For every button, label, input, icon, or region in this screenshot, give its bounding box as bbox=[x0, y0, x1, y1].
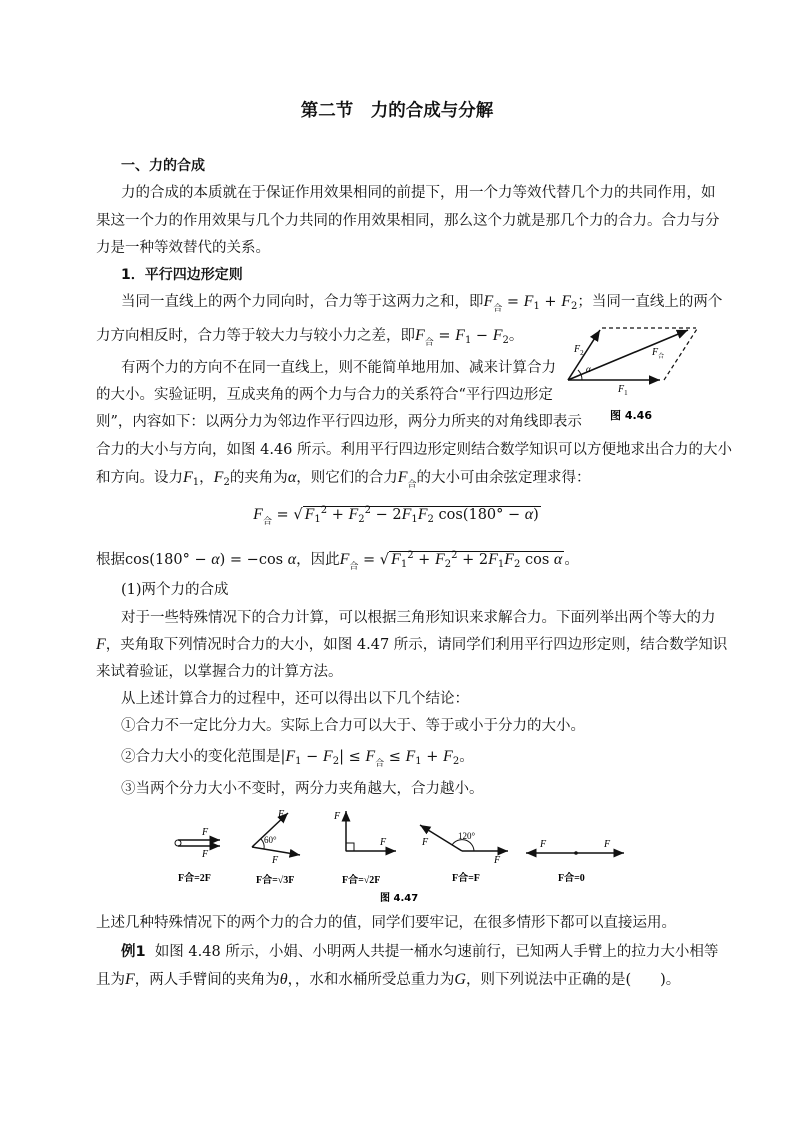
figure-4-46 bbox=[560, 318, 710, 428]
text-span: ，因此 bbox=[296, 551, 340, 568]
text-span: ；当同一直线上的两个 bbox=[577, 294, 723, 310]
f-label: F bbox=[540, 839, 547, 850]
example-line bbox=[121, 942, 718, 962]
paragraph-line: 则”，内容如下：以两分力为邻边作平行四边形，两分力所夹的对角线即表示 bbox=[96, 414, 582, 430]
paragraph-line: 的大小。实验证明，互成夹角的两个力与合力的关系符合“平行四边形定 bbox=[96, 387, 553, 403]
text-span: 根据 bbox=[96, 551, 125, 568]
paragraph-line bbox=[121, 292, 722, 319]
formula-sum: $F_合 = F_1 + F_2$ bbox=[483, 293, 578, 314]
conclusion-2: ②合力大小的变化范围是$|F_1 - F_2| \le F_合 \le F_1 + F_2$。 bbox=[121, 748, 474, 769]
text-span: ②合力大小的变化范围是 bbox=[121, 749, 281, 765]
paragraph-line: 对于一些特殊情况下的合力计算，可以根据三角形知识来求解合力。下面列举出两个等大的力 bbox=[121, 610, 716, 626]
f-label: F bbox=[494, 855, 501, 866]
fhe-label bbox=[651, 347, 664, 360]
f-label: F bbox=[380, 837, 387, 848]
f2-letter: F bbox=[574, 344, 581, 355]
text-span: ，夹角取下列情况时合力的大小，如图 4.47 所示，请同学们利用平行四边形定则，结合数学知识 bbox=[105, 637, 728, 653]
case-180deg bbox=[526, 839, 624, 884]
f-label: F bbox=[202, 849, 209, 860]
paragraph-line: 有两个力的方向不在同一直线上，则不能简单地用加、减来计算合力 bbox=[121, 360, 556, 376]
fhe-letter: F bbox=[652, 347, 659, 358]
fhe-subscript: 合 bbox=[658, 354, 665, 360]
text-span: 的夹角为 bbox=[229, 470, 288, 486]
f2-label bbox=[573, 344, 584, 357]
example-label: 例1 bbox=[121, 944, 146, 960]
result-label: F合=F bbox=[452, 873, 480, 884]
case-0deg bbox=[175, 827, 220, 884]
paragraph-line: 来试着验证，以掌握合力的计算方法。 bbox=[96, 664, 343, 680]
figure-caption: 图 4.46 bbox=[610, 409, 652, 422]
text-span: 当同一直线上的两个力同向时，合力等于这两力之和，即 bbox=[121, 294, 484, 310]
f1-letter: F bbox=[618, 384, 625, 395]
f2-subscript: 2 bbox=[580, 349, 584, 357]
subsection-heading: (1)两个力的合成 bbox=[121, 582, 229, 598]
text-span: 。 bbox=[564, 551, 579, 568]
figure-4-47 bbox=[160, 805, 640, 905]
text-span: ，则它们的合力 bbox=[296, 470, 398, 486]
angle-label: 60° bbox=[264, 835, 277, 845]
conclusion-1: ①合力不一定比分力大。实际上合力可以大于、等于或小于分力的大小。 bbox=[121, 718, 585, 734]
paragraph-line bbox=[96, 326, 523, 353]
paragraph-line: 果这一个力的作用效果与几个力共同的作用效果相同，那么这个力就是那几个力的合力。合力与分 bbox=[96, 213, 720, 229]
f-label: F bbox=[272, 855, 279, 866]
case-120deg bbox=[420, 825, 508, 884]
result-label: F合=√3F bbox=[256, 875, 295, 886]
formula-diff: $F_合 = F_1 - F_2$ bbox=[415, 327, 509, 348]
f-label: F bbox=[422, 837, 429, 848]
paragraph-line: 力的合成的本质就在于保证作用效果相同的前提下，用一个力等效代替几个力的共同作用，如 bbox=[121, 185, 716, 201]
f-label: F bbox=[202, 827, 209, 838]
paragraph-line: 和方向。设力$F_1$，$F_2$的夹角为α，则它们的合力$F_合$的大小可由余弦定理求得： bbox=[96, 469, 591, 490]
dashed-edge bbox=[664, 329, 697, 380]
paragraph-line: 合力的大小与方向，如图 4.46 所示。利用平行四边形定则结合数学知识可以方便地求出合力的大小 bbox=[96, 442, 732, 458]
result-label: F合=0 bbox=[558, 873, 585, 884]
f1-subscript: 1 bbox=[624, 389, 628, 397]
paragraph-line: 上述几种特殊情况下的两个力的合力的值，同学们要牢记，在很多情形下都可以直接运用。 bbox=[96, 915, 676, 931]
case-60deg bbox=[252, 809, 300, 886]
text-span: 和方向。设力 bbox=[96, 470, 183, 486]
conclusion-3: ③当两个分力大小不变时，两分力夹角越大，合力越小。 bbox=[121, 781, 484, 797]
subsection-heading: 1．平行四边形定则 bbox=[121, 267, 243, 283]
text-span: 。 bbox=[508, 328, 524, 344]
section-heading: 一、力的合成 bbox=[121, 158, 205, 174]
text-span: 如图 4.48 所示，小娟、小明两人共提一桶水匀速前行，已知两人手臂上的拉力大小相等 bbox=[154, 944, 719, 960]
paragraph-line: F，夹角取下列情况时合力的大小，如图 4.47 所示，请同学们利用平行四边形定则，结合数学知识 bbox=[96, 636, 728, 653]
result-label: F合=2F bbox=[178, 873, 211, 884]
f-label: F bbox=[334, 811, 341, 822]
case-90deg bbox=[333, 811, 396, 886]
text-span: ，水和水桶所受总重力为 bbox=[294, 972, 455, 988]
paragraph-line: 力是一种等效替代的关系。 bbox=[96, 240, 270, 256]
f-label: F bbox=[604, 839, 611, 850]
alpha-label: α bbox=[586, 364, 591, 374]
text-span: ，则下列说法中正确的是( )。 bbox=[465, 972, 681, 988]
example-line: 且为F，两人手臂间的夹角为θ，，水和水桶所受总重力为G，则下列说法中正确的是( )。 bbox=[96, 971, 681, 988]
text-span: ，两人手臂间的夹角为 bbox=[134, 972, 280, 988]
cosine-law-formula: $F_合$ = √ $F_1^2 + F_2^2 - 2F_1F_2$ cos(180° − α) bbox=[253, 505, 539, 527]
text-span: 。 bbox=[459, 749, 474, 765]
page-title: 第二节 力的合成与分解 bbox=[300, 101, 494, 121]
text-span: 的大小可由余弦定理求得： bbox=[416, 470, 591, 486]
angle-label: 120° bbox=[458, 831, 476, 841]
figure-caption: 图 4.47 bbox=[380, 893, 419, 904]
f1-label bbox=[617, 384, 628, 397]
result-label: F合=√2F bbox=[342, 875, 381, 886]
f-label: F bbox=[278, 809, 285, 820]
text-span: 力方向相反时，合力等于较大力与较小力之差，即 bbox=[96, 328, 415, 344]
paragraph-line: 根据cos(180° − α) = −cos α，因此$F_合$ = √ $F_1^2 + F_2^2 + 2F_1F_2$ cos α 。 bbox=[96, 550, 579, 572]
paragraph-line: 从上述计算合力的过程中，还可以得出以下几个结论： bbox=[121, 691, 469, 707]
text-span: 且为 bbox=[96, 972, 125, 988]
